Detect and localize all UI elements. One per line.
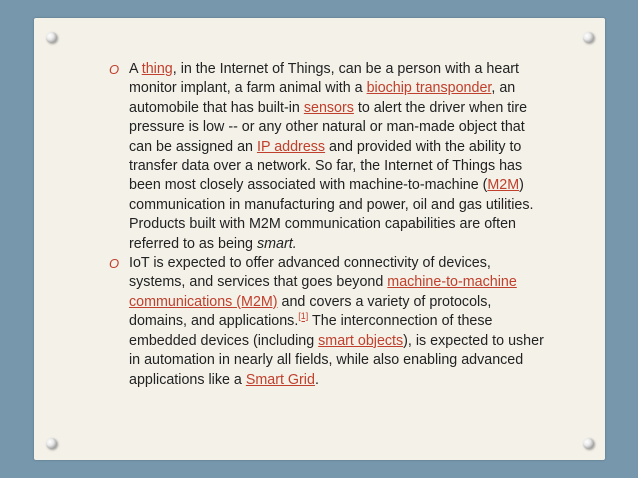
bullet-marker: O [109, 256, 120, 272]
link-smart-grid[interactable]: Smart Grid [245, 371, 315, 388]
pushpin-icon [583, 32, 594, 43]
link-ip-address[interactable]: IP address [256, 138, 326, 155]
link-footnote-1[interactable]: [1] [298, 311, 309, 322]
pushpin-icon [583, 438, 594, 449]
bullet-text: ), is expected to usher in automation in nearly all fields, while also enabling advanced applications like a [129, 332, 544, 388]
link-machine-to-machine[interactable]: machine-to-machine communications (M2M) [129, 274, 517, 310]
bullet-text: and provided with the ability to transfer data over a network. So far, the Internet of Things has been most closely associated with machine-to-machine ( [129, 138, 523, 194]
bullet-marker: O [109, 62, 120, 77]
bullet-text: to alert the driver when tire pressure is low -- or any other natural or man-made object that can be assigned an [129, 99, 528, 155]
bullet-item [109, 60, 549, 254]
bullet-text: A [129, 61, 142, 77]
bullet-text: , an automobile that has built-in [129, 80, 516, 116]
bullet-text: The interconnection of these embedded devices (including [129, 313, 493, 349]
link-m2m[interactable]: M2M [487, 177, 520, 194]
bullet-text: ) communication in manufacturing and power, oil and gas utilities. Products built with M2M communication capabilities are often referred to as being [129, 177, 534, 252]
bullet-text: . [314, 371, 319, 388]
link-thing[interactable]: thing [141, 61, 173, 77]
bullet-text: and covers a variety of protocols, domains, and applications. [129, 293, 492, 330]
pushpin-icon [46, 438, 57, 449]
link-smart-objects[interactable]: smart objects [318, 332, 404, 349]
bullet-item [109, 254, 549, 390]
slide-content [109, 60, 549, 390]
link-biochip-transponder[interactable]: biochip transponder [366, 80, 492, 97]
pushpin-icon [46, 32, 57, 43]
link-sensors[interactable]: sensors [303, 99, 354, 116]
emphasis-smart: smart. [256, 235, 297, 252]
bullet-text: , in the Internet of Things, can be a person with a heart monitor implant, a farm animal with a [129, 61, 520, 97]
bullet-text: IoT is expected to offer advanced connectivity of devices, systems, and services that goes beyond [129, 255, 491, 291]
